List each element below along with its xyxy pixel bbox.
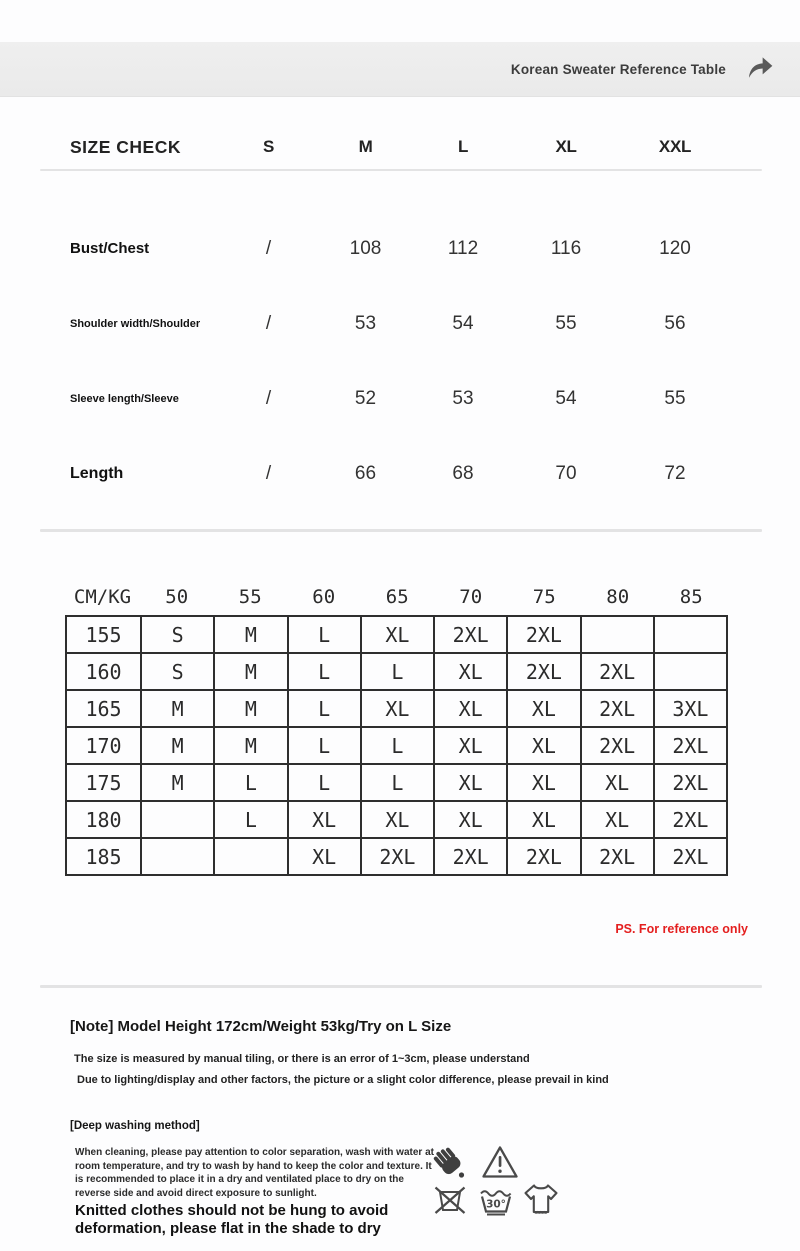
matrix-header-cell: 85: [679, 586, 703, 608]
matrix-row: [66, 616, 727, 653]
size-cell: [141, 838, 214, 875]
height-cell: 175: [66, 764, 141, 801]
size-cell: XL: [361, 616, 434, 653]
size-cell: [581, 616, 654, 653]
wash-temp-label: 30°: [486, 1198, 506, 1211]
measurement-label: Sleeve length/Sleeve: [70, 392, 179, 405]
size-cell: L: [288, 616, 361, 653]
size-col-s: S: [262, 137, 275, 156]
measurement-value: 70: [555, 462, 577, 484]
washing-instructions: [75, 1146, 437, 1237]
knitted-care-note: Knitted clothes should not be hung to avoid deformation, please flat in the shade to dry: [75, 1202, 389, 1237]
size-col-xxl: XXL: [658, 137, 692, 156]
size-cell: 2XL: [654, 801, 727, 838]
size-check-section: [40, 125, 762, 511]
size-cell: 2XL: [581, 838, 654, 875]
matrix-header-cell: 70: [459, 586, 483, 608]
size-cell: L: [288, 690, 361, 727]
size-cell: XL: [361, 690, 434, 727]
size-cell: L: [361, 764, 434, 801]
measurement-value: 108: [349, 237, 382, 259]
wash-30-icon: [477, 1182, 515, 1220]
size-cell: L: [214, 801, 287, 838]
laundry-icons-row-1: [431, 1144, 566, 1180]
matrix-header-cell: 65: [385, 586, 409, 608]
share-button[interactable]: [744, 53, 776, 85]
measurement-label: Shoulder width/Shoulder: [70, 317, 201, 330]
size-cell: XL: [507, 801, 580, 838]
header-bar: [0, 42, 800, 97]
model-note: [Note] Model Height 172cm/Weight 53kg/Try on L Size: [70, 1018, 452, 1035]
size-cell: L: [361, 727, 434, 764]
size-cell: M: [214, 690, 287, 727]
size-cell: M: [141, 764, 214, 801]
matrix-header-cell: 60: [312, 586, 336, 608]
color-difference-note: Due to lighting/display and other factors, the picture or a slight color difference, please prevail in kind: [77, 1074, 609, 1086]
size-cell: L: [288, 653, 361, 690]
height-cell: 185: [66, 838, 141, 875]
size-cell: 2XL: [434, 616, 507, 653]
size-cell: 3XL: [654, 690, 727, 727]
measurement-label: Bust/Chest: [70, 240, 150, 257]
size-cell: M: [214, 653, 287, 690]
size-cell: 2XL: [581, 690, 654, 727]
size-cell: XL: [434, 727, 507, 764]
size-table-row: [40, 211, 762, 286]
matrix-header-row: [65, 581, 728, 613]
size-cell: XL: [288, 801, 361, 838]
measurement-error-note: The size is measured by manual tiling, or there is an error of 1~3cm, please understand: [74, 1053, 530, 1065]
size-cell: XL: [434, 764, 507, 801]
measurement-value: 68: [452, 462, 474, 484]
measurement-value: /: [265, 312, 272, 334]
matrix-row: [66, 764, 727, 801]
measurement-value: 66: [354, 462, 377, 484]
size-cell: 2XL: [507, 838, 580, 875]
size-cell: S: [141, 616, 214, 653]
size-cell: XL: [507, 727, 580, 764]
warning-triangle-icon: [481, 1144, 519, 1180]
size-cell: XL: [288, 838, 361, 875]
measurement-value: 53: [452, 387, 474, 409]
do-not-wring-icon: [431, 1182, 469, 1218]
size-cell: [214, 838, 287, 875]
garment-icon: [522, 1182, 560, 1216]
matrix-header-cell: 50: [165, 586, 189, 608]
matrix-header-cell: 55: [238, 586, 262, 608]
measurement-value: 56: [664, 312, 686, 334]
measurement-value: 112: [447, 237, 479, 259]
size-cell: S: [141, 653, 214, 690]
measurement-label: Length: [70, 464, 124, 482]
matrix-header-cell: CM/KG: [73, 586, 132, 608]
height-weight-matrix-table: [65, 615, 728, 876]
size-cell: XL: [361, 801, 434, 838]
size-cell: 2XL: [507, 653, 580, 690]
matrix-body: [66, 616, 727, 875]
size-cell: 2XL: [581, 727, 654, 764]
deep-washing-title: [Deep washing method]: [70, 1120, 200, 1132]
size-cell: [141, 801, 214, 838]
height-cell: 155: [66, 616, 141, 653]
measurement-value: /: [265, 237, 272, 259]
size-cell: 2XL: [434, 838, 507, 875]
matrix-row: [66, 801, 727, 838]
size-cell: XL: [581, 764, 654, 801]
size-cell: M: [141, 727, 214, 764]
measurement-value: 52: [354, 387, 377, 409]
measurement-value: 55: [555, 312, 577, 334]
size-cell: L: [361, 653, 434, 690]
hand-wash-icon: [431, 1144, 469, 1180]
height-cell: 170: [66, 727, 141, 764]
size-cell: 2XL: [361, 838, 434, 875]
size-cell: 2XL: [507, 616, 580, 653]
size-cell: M: [214, 616, 287, 653]
measurement-value: 55: [664, 387, 686, 409]
divider-line: [40, 985, 762, 988]
washing-paragraph: When cleaning, please pay attention to color separation, wash with water at room temperature, and try to wash by hand to keep the color and texture. It is recommended to place it in a dry and ventilated place to dry on the reverse side and avoid direct exposure to sunlight.: [75, 1147, 434, 1199]
matrix-row: [66, 727, 727, 764]
matrix-header-cell: 80: [606, 586, 630, 608]
size-table-row: [40, 436, 762, 511]
size-cell: M: [214, 727, 287, 764]
size-table-row: [40, 286, 762, 361]
size-cell: 2XL: [654, 764, 727, 801]
divider-line: [40, 169, 762, 171]
size-check-header-row: [40, 125, 762, 169]
measurement-value: 120: [659, 237, 691, 259]
height-cell: 165: [66, 690, 141, 727]
size-cell: L: [214, 764, 287, 801]
laundry-icons-row-2: [431, 1182, 566, 1220]
divider-line: [40, 529, 762, 532]
measurement-value: 53: [354, 312, 377, 334]
size-table-row: [40, 361, 762, 436]
size-cell: XL: [434, 690, 507, 727]
height-cell: 160: [66, 653, 141, 690]
size-cell: 2XL: [654, 838, 727, 875]
size-cell: L: [288, 764, 361, 801]
size-check-rows: [40, 211, 762, 511]
measurement-value: /: [265, 387, 272, 409]
share-arrow-icon: [745, 53, 775, 86]
size-cell: L: [288, 727, 361, 764]
measurement-value: 116: [550, 237, 582, 259]
matrix-row: [66, 653, 727, 690]
measurement-value: 72: [664, 462, 686, 484]
reference-disclaimer: PS. For reference only: [615, 922, 748, 936]
page-title: Korean Sweater Reference Table: [510, 61, 726, 77]
matrix-row: [66, 838, 727, 875]
size-cell: [654, 616, 727, 653]
size-cell: 2XL: [654, 727, 727, 764]
size-cell: XL: [434, 801, 507, 838]
size-cell: [654, 653, 727, 690]
size-cell: XL: [507, 764, 580, 801]
measurement-value: 54: [452, 312, 474, 334]
matrix-row: [66, 690, 727, 727]
size-cell: M: [141, 690, 214, 727]
measurement-value: /: [265, 462, 272, 484]
matrix-header-cell: 75: [532, 586, 556, 608]
measurement-value: 54: [555, 387, 577, 409]
laundry-icons: [431, 1144, 566, 1220]
size-col-xl: XL: [555, 137, 577, 156]
height-cell: 180: [66, 801, 141, 838]
size-cell: XL: [581, 801, 654, 838]
size-cell: XL: [507, 690, 580, 727]
size-cell: 2XL: [581, 653, 654, 690]
size-cell: XL: [434, 653, 507, 690]
size-check-title: SIZE CHECK: [70, 136, 181, 157]
height-weight-matrix-section: [65, 581, 728, 876]
size-col-m: M: [358, 137, 373, 156]
size-col-l: L: [457, 137, 469, 156]
